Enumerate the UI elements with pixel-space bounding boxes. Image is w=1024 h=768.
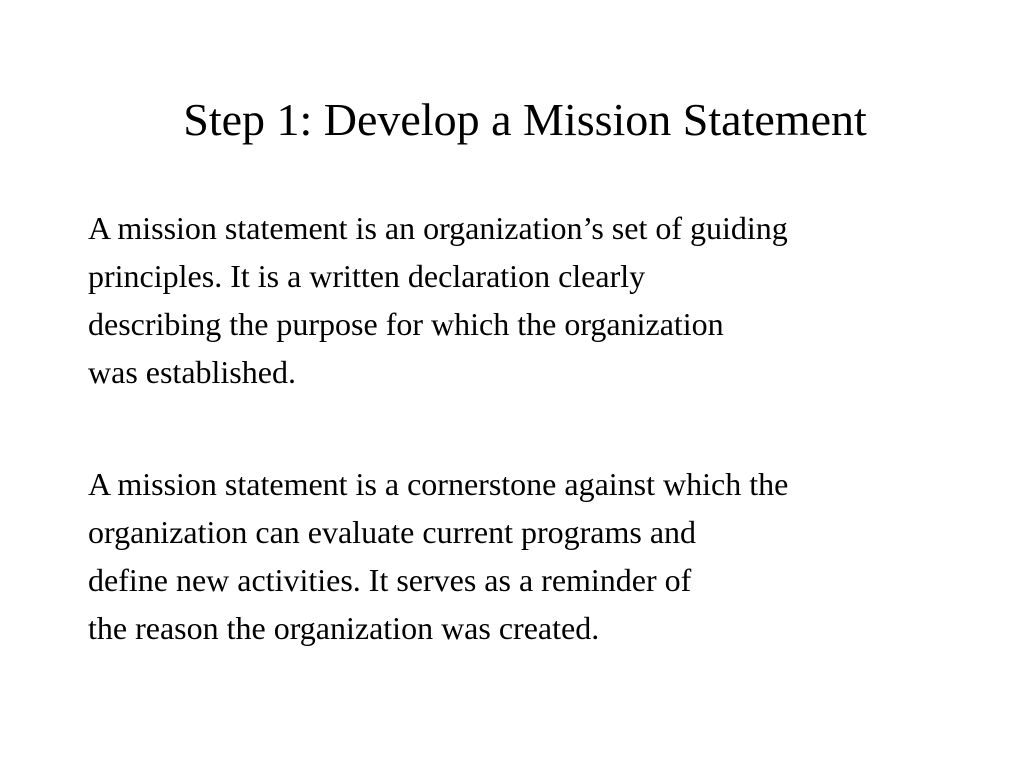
paragraph-cornerstone xyxy=(88,460,948,652)
paragraph-line: A mission statement is an organization’s set of guiding xyxy=(88,210,788,246)
slide-title: Step 1: Develop a Mission Statement xyxy=(183,94,867,145)
slide-body xyxy=(88,204,948,716)
paragraph-line: was established. xyxy=(88,354,296,390)
paragraph-line: define new activities. It serves as a reminder of xyxy=(88,562,692,598)
paragraph-line: the reason the organization was created. xyxy=(88,610,600,646)
paragraph-line: A mission statement is a cornerstone against which the xyxy=(88,466,789,502)
paragraph-line: describing the purpose for which the organization xyxy=(88,306,724,342)
paragraph-line: principles. It is a written declaration clearly xyxy=(88,258,646,294)
paragraph-definition xyxy=(88,204,948,396)
paragraph-line: organization can evaluate current programs and xyxy=(88,514,697,550)
